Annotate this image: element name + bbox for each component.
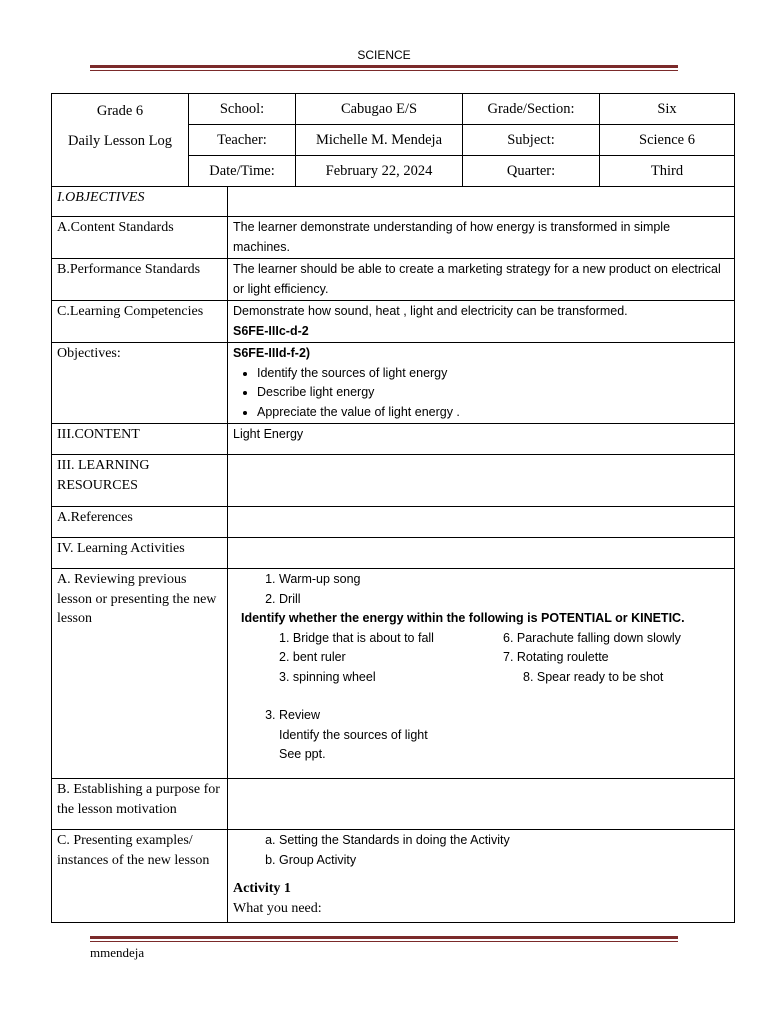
objectives-list	[233, 364, 729, 423]
quarter-label: Quarter:	[463, 156, 600, 187]
teacher-value: Michelle M. Mendeja	[296, 125, 463, 156]
teacher-label: Teacher:	[189, 125, 296, 156]
presenting-item: b. Group Activity	[279, 851, 729, 871]
content-standards-label: A.Content Standards	[52, 217, 228, 259]
drill-item: 8. Spear ready to be shot	[523, 669, 664, 684]
drill-row	[233, 629, 729, 649]
resources-value	[228, 455, 735, 507]
date-value: February 22, 2024	[296, 156, 463, 187]
reviewing-value	[228, 569, 735, 779]
objectives-label: Objectives:	[52, 343, 228, 424]
lesson-info-table	[51, 93, 735, 187]
review-step: 3. Review	[279, 706, 729, 726]
reviewing-steps	[233, 570, 729, 609]
content-label: III.CONTENT	[52, 424, 228, 455]
review-steps	[233, 706, 729, 726]
subject-label: Subject:	[463, 125, 600, 156]
header-rule	[90, 65, 678, 71]
school-value: Cabugao E/S	[296, 94, 463, 125]
lesson-plan-table	[51, 186, 735, 923]
log-title-text: Daily Lesson Log	[68, 133, 172, 149]
purpose-value	[228, 779, 735, 830]
school-label: School:	[189, 94, 296, 125]
competencies-value	[228, 301, 735, 343]
presenting-list	[233, 831, 729, 870]
references-label: A.References	[52, 507, 228, 538]
objective-item: • Describe light energy	[257, 383, 729, 403]
competencies-label: C.Learning Competencies	[52, 301, 228, 343]
objectives-heading: I.OBJECTIVES	[52, 187, 228, 217]
drill-item: 2. bent ruler	[279, 650, 346, 664]
review-line: See ppt.	[279, 747, 326, 761]
activity-title: Activity 1	[233, 881, 291, 896]
objective-item: • Identify the sources of light energy	[257, 364, 729, 384]
objectives-code: S6FE-IIId-f-2)	[233, 346, 311, 360]
drill-instruction: Identify whether the energy within the following is POTENTIAL or KINETIC.	[241, 611, 685, 625]
activity-need: What you need:	[233, 900, 322, 916]
grade-text: Grade 6	[96, 103, 144, 119]
presenting-value	[228, 830, 735, 923]
footer-author: mmendeja	[90, 945, 145, 960]
presenting-label: C. Presenting examples/ instances of the new lesson	[52, 830, 228, 923]
objectives-heading-value	[228, 187, 735, 217]
resources-label: III. LEARNING RESOURCES	[52, 455, 228, 507]
references-value	[228, 507, 735, 538]
grade-section-label: Grade/Section:	[463, 94, 600, 125]
activities-value	[228, 538, 735, 569]
objectives-value	[228, 343, 735, 424]
objective-item: • Appreciate the value of light energy .	[257, 403, 729, 423]
content-standards-value: The learner demonstrate understanding of how energy is transformed in simple machines.	[228, 217, 735, 259]
activities-label: IV. Learning Activities	[52, 538, 228, 569]
document-header: SCIENCE	[357, 48, 411, 62]
performance-standards-label: B.Performance Standards	[52, 259, 228, 301]
drill-item: 6. Parachute falling down slowly	[503, 630, 681, 645]
reviewing-step: 1. Warm-up song	[279, 570, 729, 590]
grade-log-cell	[52, 94, 189, 187]
drill-row	[233, 648, 729, 668]
performance-standards-value: The learner should be able to create a marketing strategy for a new product on electrical or light efficiency.	[228, 259, 735, 301]
drill-item: 3. spinning wheel	[279, 669, 376, 684]
drill-item: 7. Rotating roulette	[503, 650, 609, 664]
quarter-value: Third	[600, 156, 735, 187]
date-label: Date/Time:	[189, 156, 296, 187]
drill-item: 1. Bridge that is about to fall	[279, 630, 434, 645]
reviewing-step: 2. Drill	[279, 590, 729, 610]
grade-section-value: Six	[600, 94, 735, 125]
review-line: Identify the sources of light	[279, 727, 428, 742]
reviewing-label: A. Reviewing previous lesson or presenting the new lesson	[52, 569, 228, 779]
purpose-label: B. Establishing a purpose for the lesson motivation	[52, 779, 228, 830]
competencies-code: S6FE-IIIc-d-2	[233, 323, 309, 338]
subject-value: Science 6	[600, 125, 735, 156]
footer-rule	[90, 936, 678, 942]
drill-row	[233, 668, 729, 688]
presenting-item: a. Setting the Standards in doing the Activity	[279, 831, 729, 851]
competencies-text: Demonstrate how sound, heat , light and electricity can be transformed.	[233, 304, 628, 318]
content-value: Light Energy	[228, 424, 735, 455]
